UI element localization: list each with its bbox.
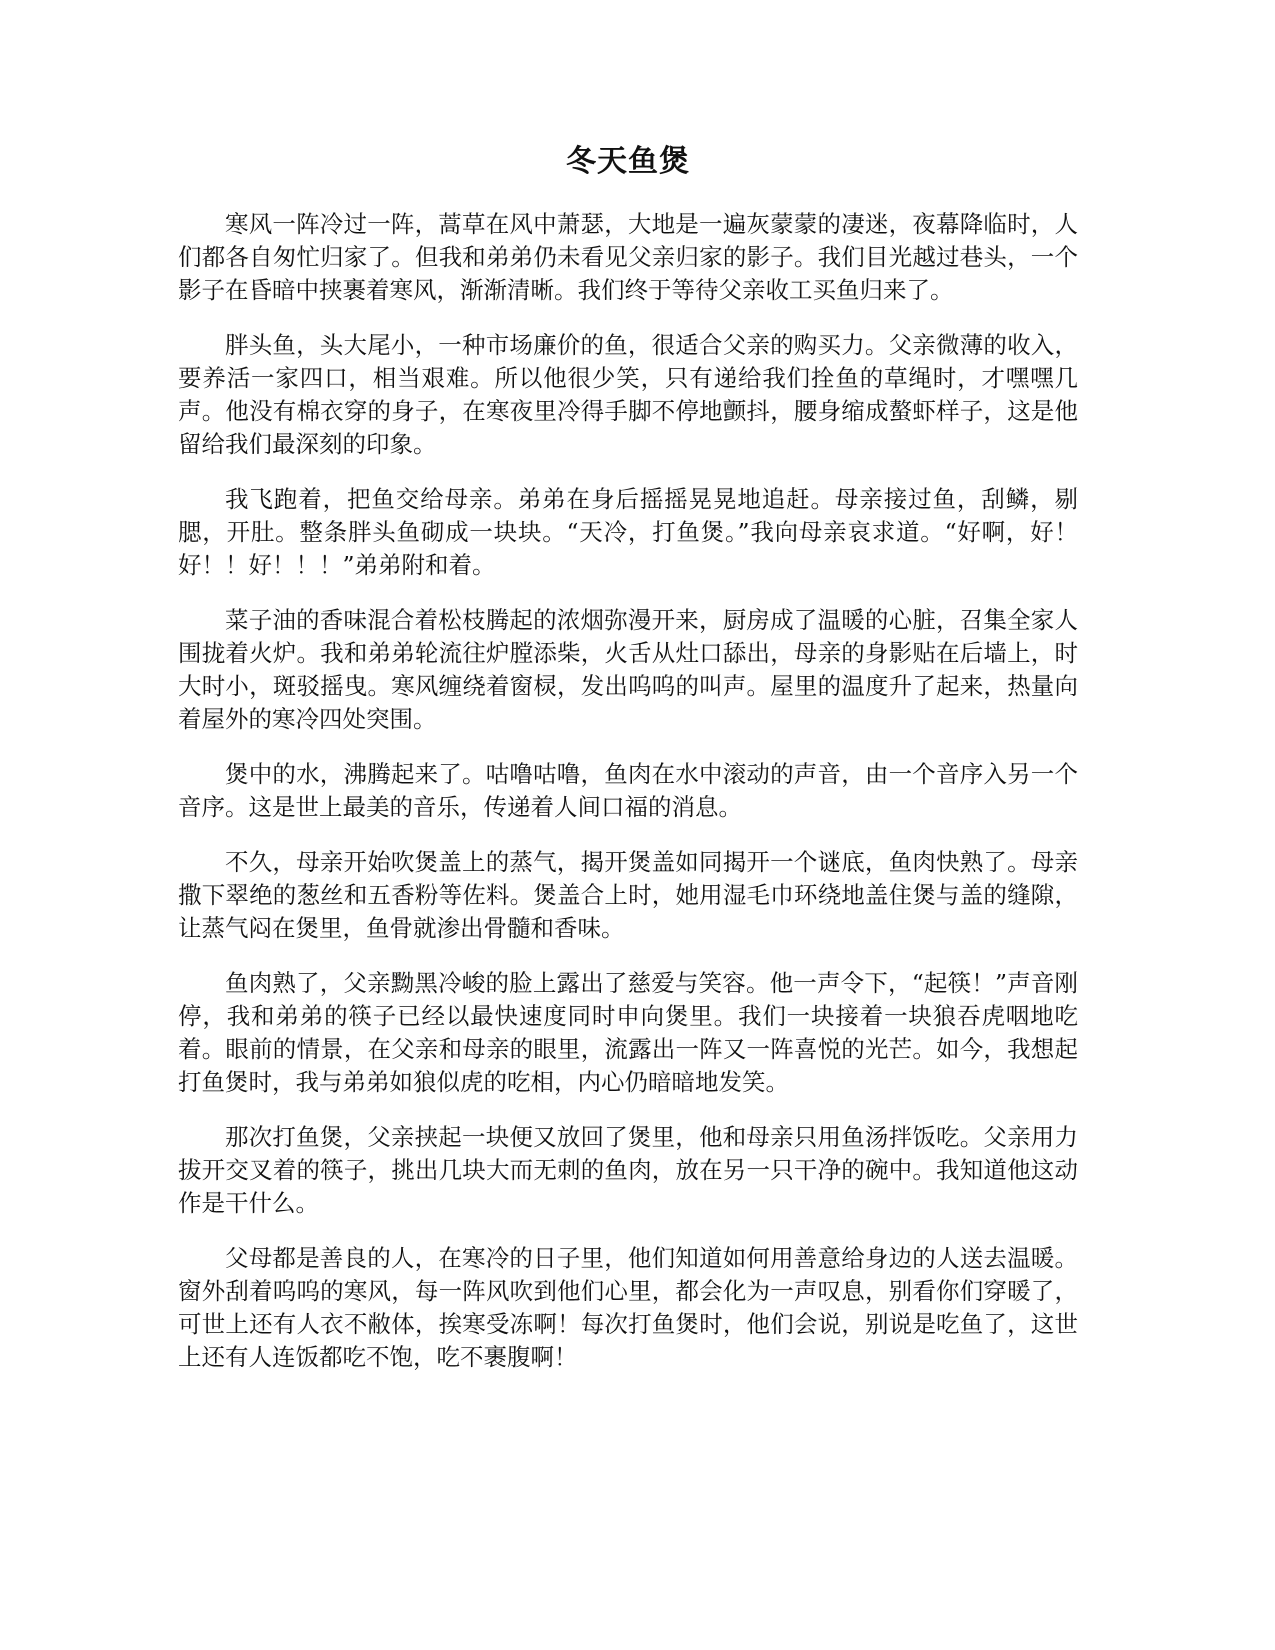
paragraph-1: 寒风一阵冷过一阵，蒿草在风中萧瑟，大地是一遍灰蒙蒙的凄迷，夜幕降临时，人们都各自匆忙归家了。但我和弟弟仍未看见父亲归家的影子。我们目光越过巷头，一个影子在昏暗中挟裹着寒风，渐渐清晰。我们终于等待父亲收工买鱼归来了。 — [178, 210, 1078, 304]
paragraph-6: 不久，母亲开始吹煲盖上的蒸气，揭开煲盖如同揭开一个谜底，鱼肉快熟了。母亲撒下翠绝的葱丝和五香粉等佐料。煲盖合上时，她用湿毛巾环绕地盖住煲与盖的缝隙，让蒸气闷在煲里，鱼骨就渗出骨髓和香味。 — [178, 848, 1078, 942]
paragraph-7: 鱼肉熟了，父亲黝黑冷峻的脸上露出了慈爱与笑容。他一声令下，“起筷！”声音刚停，我和弟弟的筷子已经以最快速度同时申向煲里。我们一块接着一块狼吞虎咽地吃着。眼前的情景，在父亲和母亲的眼里，流露出一阵又一阵喜悦的光芒。如今，我想起打鱼煲时，我与弟弟如狼似虎的吃相，内心仍暗暗地发笑。 — [178, 969, 1078, 1096]
paragraph-3: 我飞跑着，把鱼交给母亲。弟弟在身后摇摇晃晃地追赶。母亲接过鱼，刮鳞，剔腮，开肚。整条胖头鱼砌成一块块。“天冷，打鱼煲。”我向母亲哀求道。“好啊，好！好！！好！！！”弟弟附和着。 — [178, 485, 1078, 579]
document-page — [178, 140, 1078, 1396]
paragraph-8: 那次打鱼煲，父亲挟起一块便又放回了煲里，他和母亲只用鱼汤拌饭吃。父亲用力拔开交叉着的筷子，挑出几块大而无刺的鱼肉，放在另一只干净的碗中。我知道他这动作是干什么。 — [178, 1123, 1078, 1217]
document-title: 冬天鱼煲 — [566, 144, 690, 179]
paragraph-5: 煲中的水，沸腾起来了。咕噜咕噜，鱼肉在水中滚动的声音，由一个音序入另一个音序。这是世上最美的音乐，传递着人间口福的消息。 — [178, 760, 1078, 821]
paragraph-9: 父母都是善良的人，在寒冷的日子里，他们知道如何用善意给身边的人送去温暖。窗外刮着呜呜的寒风，每一阵风吹到他们心里，都会化为一声叹息，别看你们穿暖了，可世上还有人衣不敝体，挨寒受冻啊！每次打鱼煲时，他们会说，别说是吃鱼了，这世上还有人连饭都吃不饱，吃不裹腹啊！ — [178, 1244, 1078, 1371]
paragraph-2: 胖头鱼，头大尾小，一种市场廉价的鱼，很适合父亲的购买力。父亲微薄的收入，要养活一家四口，相当艰难。所以他很少笑，只有递给我们拴鱼的草绳时，才嘿嘿几声。他没有棉衣穿的身子，在寒夜里冷得手脚不停地颤抖，腰身缩成螯虾样子，这是他留给我们最深刻的印象。 — [178, 331, 1078, 458]
paragraph-4: 菜子油的香味混合着松枝腾起的浓烟弥漫开来，厨房成了温暖的心脏，召集全家人围拢着火炉。我和弟弟轮流往炉膛添柴，火舌从灶口舔出，母亲的身影贴在后墙上，时大时小，斑驳摇曳。寒风缠绕着窗棂，发出呜呜的叫声。屋里的温度升了起来，热量向着屋外的寒冷四处突围。 — [178, 606, 1078, 733]
